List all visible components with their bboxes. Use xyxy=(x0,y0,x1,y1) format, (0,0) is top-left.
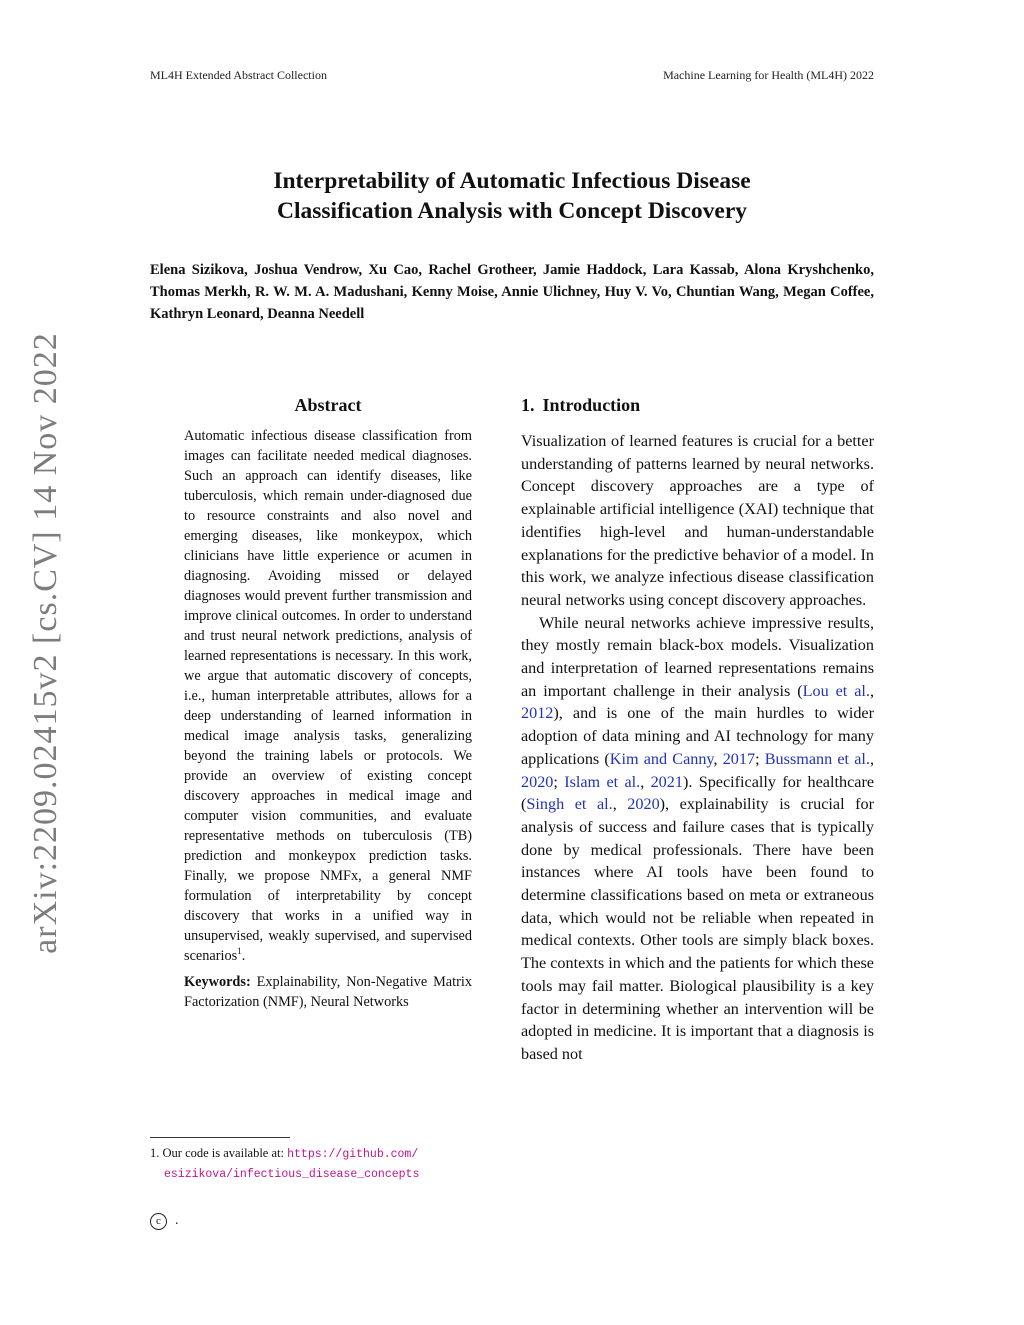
citation-separator: , xyxy=(869,681,874,700)
citation-singh[interactable]: Singh et al. xyxy=(526,795,613,814)
citation-islam[interactable]: Islam et al. xyxy=(564,772,641,791)
code-link-part-2[interactable]: esizikova/infectious_disease_concepts xyxy=(164,1168,420,1181)
copyright-text: . xyxy=(175,1213,179,1228)
abstract-body xyxy=(184,426,472,966)
paragraph-text: ). Specifically for healthcare ( xyxy=(521,772,875,814)
citation-bussmann-year[interactable]: 2020 xyxy=(521,772,554,791)
footnote-number: 1. xyxy=(150,1146,160,1160)
citation-lou[interactable]: Lou et al. xyxy=(802,681,870,700)
paper-title xyxy=(150,166,874,226)
citation-singh-year[interactable]: 2020 xyxy=(627,795,660,814)
copyright-icon: c xyxy=(150,1213,167,1230)
keywords-list: Explainability, Non-Negative Matrix Factorization (NMF), Neural Networks xyxy=(184,974,472,1010)
abstract-section xyxy=(184,395,472,1012)
citation-separator: , xyxy=(869,749,874,768)
introduction-heading xyxy=(521,395,874,416)
code-link-part-1[interactable]: https://github.com/ xyxy=(287,1148,419,1161)
footnote xyxy=(150,1144,510,1184)
paragraph-text: While neural networks achieve impressive results, they mostly remain black-box models. Visualization and interpretation of learned representations remains an important challenge in their analysis ( xyxy=(521,613,874,700)
abstract-heading: Abstract xyxy=(294,395,362,415)
section-title: Introduction xyxy=(542,395,641,415)
title-line-2: Classification Analysis with Concept Discovery xyxy=(277,198,747,224)
footnote-reference[interactable]: 1 xyxy=(237,946,242,957)
abstract-text: Automatic infectious disease classification from images can facilitate needed medical diagnoses. Such an approach can identify diseases, like tuberculosis, which remain under-diagnosed due to resource constraints and also novel and emerging diseases, like monkeypox, which clinicians have little experience or acumen in diagnosing. Avoiding missed or delayed diagnoses would prevent further transmission and improve clinical outcomes. In order to understand and trust neural network predictions, analysis of learned representations is necessary. In this work, we argue that automatic discovery of concepts, i.e., human interpretable attributes, allows for a deep understanding of learned information in medical image analysis tasks, generalizing beyond the training labels or protocols. We provide an overview of existing concept discovery approaches in medical image and computer vision communities, and evaluate representative methods on tuberculosis (TB) prediction and monkeypox prediction tasks. Finally, we propose NMFx, a general NMF formulation of interpretability by concept discovery that works in a unified way in unsupervised, weakly supervised, and supervised scenarios xyxy=(184,428,472,964)
abstract-end-punctuation: . xyxy=(241,948,246,964)
citation-separator: , xyxy=(612,795,628,814)
title-line-1: Interpretability of Automatic Infectious Disease xyxy=(273,168,751,194)
footnote-divider xyxy=(150,1137,290,1138)
introduction-paragraph-1: Visualization of learned features is crucial for a better understanding of patterns learned by neural networks. Concept discovery approaches are a type of explainable artificial intelligence (XAI) technique that identifies high-level and human-understandable explanations for the predictive behavior of a model. In this work, we analyze infectious disease classification neural networks using concept discovery approaches. xyxy=(521,432,874,609)
citation-kim-year[interactable]: 2017 xyxy=(722,749,756,768)
keywords xyxy=(184,972,472,1012)
running-header-left: ML4H Extended Abstract Collection xyxy=(150,68,327,82)
arxiv-identifier-text: arXiv:2209.02415v2 [cs.CV] 14 Nov 2022 xyxy=(27,331,64,954)
running-header-right: Machine Learning for Health (ML4H) 2022 xyxy=(663,68,874,82)
introduction-paragraph-2 xyxy=(521,612,874,1066)
keywords-label: Keywords: xyxy=(184,974,251,990)
copyright-notice xyxy=(150,1213,179,1230)
citation-separator: ; xyxy=(755,749,765,768)
paragraph-text: ), and is one of the main hurdles to wider adoption of data mining and AI technology for many applications ( xyxy=(521,704,874,768)
citation-kim[interactable]: Kim and Canny xyxy=(609,749,714,768)
section-number: 1. xyxy=(521,395,535,415)
introduction-section xyxy=(521,395,874,1066)
citation-islam-year[interactable]: 2021 xyxy=(650,772,683,791)
author-list: Elena Sizikova, Joshua Vendrow, Xu Cao, Rachel Grotheer, Jamie Haddock, Lara Kassab, Alona Kryshchenko, Thomas Merkh, R. W. M. A. Madushani, Kenny Moise, Annie Ulichney, Huy V. Vo, Chuntian Wang, Megan Coffee, Kathryn Leonard, Deanna Needell xyxy=(150,262,874,322)
citation-bussmann[interactable]: Bussmann et al. xyxy=(764,749,870,768)
footnote-text: Our code is available at: xyxy=(162,1146,284,1160)
citation-separator: , xyxy=(640,772,651,791)
arxiv-identifier-stamp xyxy=(12,331,80,954)
citation-lou-year[interactable]: 2012 xyxy=(521,704,554,723)
citation-separator: ; xyxy=(553,772,565,791)
paragraph-text: ), explainability is crucial for analysis of success and failure cases that is typically done by medical professionals. There have been instances where AI tools have been found to determine classifications based on meta or extraneous data, which would not be reliable when repeated in medical contexts. Other tools are simply black boxes. The contexts in which and the patients for which these tools may fail matter. Biological plausibility is a key factor in determining whether an intervention will be adopted in medicine. It is important that a diagnosis is based not xyxy=(521,795,874,1063)
citation-separator: , xyxy=(713,749,723,768)
